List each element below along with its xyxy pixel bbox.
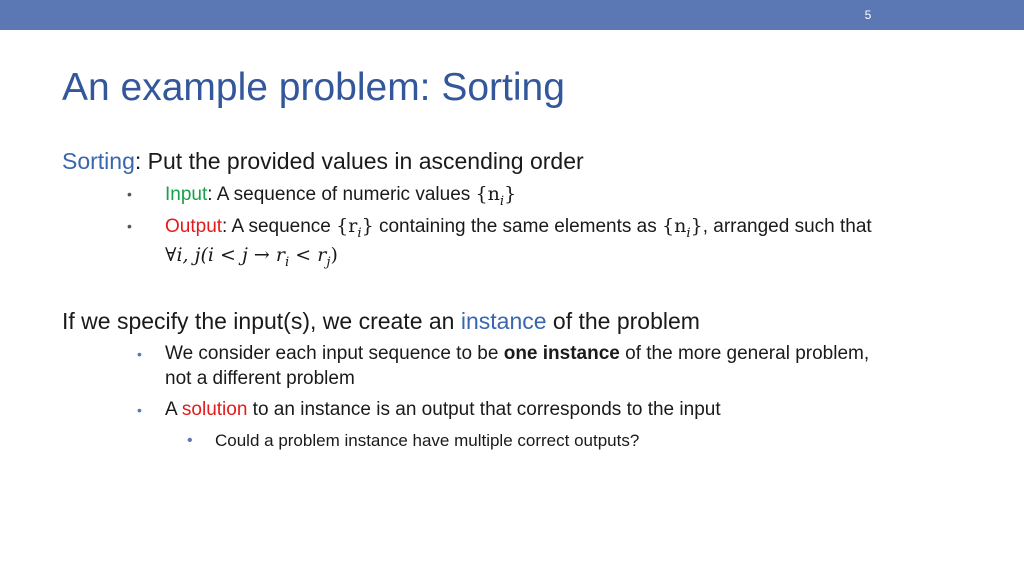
header-bar — [0, 0, 1024, 30]
input-item — [165, 182, 516, 214]
slide-number: 5 — [864, 8, 872, 22]
one-instance-emphasis: one instance — [503, 343, 620, 364]
sorting-term: Sorting — [62, 148, 135, 174]
instance-term: instance — [460, 308, 547, 334]
output-text-1: : A sequence — [222, 216, 337, 237]
instance-pre: If we specify the input(s), we create an — [62, 308, 461, 334]
solution-bullet-icon: • — [137, 402, 142, 418]
output-condition: ∀i, $j(i < j \to r_i < r_j)$ — [165, 244, 338, 270]
input-term: Input — [165, 184, 208, 205]
output-term: Output — [165, 216, 223, 237]
sorting-description: : Put the provided values in ascending order — [134, 148, 584, 174]
instance-paragraph — [62, 307, 700, 335]
solution-bullet: A solution to an instance is an output that corresponds to the input — [165, 399, 721, 420]
output-bullet-icon: • — [127, 218, 132, 234]
output-math-n: $\{n_i\}$ — [662, 215, 703, 241]
output-text-2: containing the same elements as — [373, 216, 663, 237]
input-bullet-icon: • — [127, 186, 132, 202]
solution-term: solution — [181, 399, 248, 420]
instance-post: of the problem — [546, 308, 700, 334]
sorting-definition — [62, 147, 584, 175]
input-text: : A sequence of numeric values — [207, 184, 476, 205]
slide-title: An example problem: Sorting — [62, 66, 565, 109]
output-text-3: , arranged such that — [702, 216, 872, 237]
question-bullet-icon: • — [187, 432, 193, 449]
input-math: $\{n_i\}$ — [475, 183, 517, 209]
output-math-r: $\{r_i\}$ — [336, 215, 374, 241]
output-item — [165, 214, 872, 246]
instance-bullet-line-2: not a different problem — [165, 368, 355, 389]
question-bullet: Could a problem instance have multiple correct outputs? — [215, 431, 640, 450]
instance-bullet-line-1: We consider each input sequence to be one instance of the more general problem, — [165, 343, 870, 364]
instance-bullet-icon: • — [137, 346, 142, 362]
